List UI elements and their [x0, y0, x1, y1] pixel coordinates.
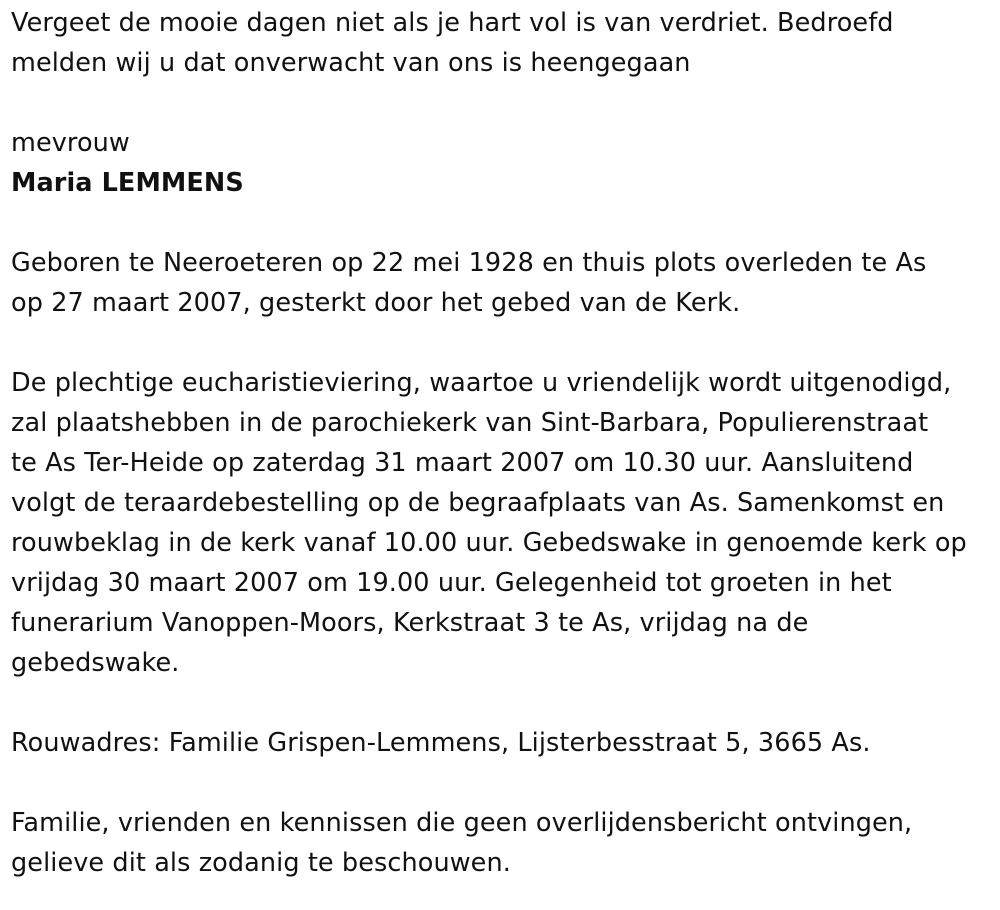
- intro-line: Vergeet de mooie dagen niet als je hart vol is van verdriet. Bedroefd: [11, 8, 894, 38]
- ceremony-line: vrijdag 30 maart 2007 om 19.00 uur. Gelegenheid tot groeten in het: [11, 568, 892, 598]
- ceremony-paragraph: [11, 363, 996, 683]
- deceased-block: [11, 123, 996, 203]
- intro-line: melden wij u dat onverwacht van ons is heengegaan: [11, 48, 691, 78]
- birth-death-line: op 27 maart 2007, gesterkt door het gebed van de Kerk.: [11, 288, 741, 318]
- birth-death-line: Geboren te Neeroeteren op 22 mei 1928 en thuis plots overleden te As: [11, 248, 927, 278]
- mourning-address: Rouwadres: Familie Grispen-Lemmens, Lijsterbesstraat 5, 3665 As.: [11, 728, 871, 758]
- death-notice: [11, 3, 996, 883]
- ceremony-line: gebedswake.: [11, 648, 180, 678]
- closing-line: Familie, vrienden en kennissen die geen overlijdensbericht ontvingen,: [11, 808, 913, 838]
- intro-paragraph: [11, 3, 996, 83]
- ceremony-line: te As Ter-Heide op zaterdag 31 maart 2007 om 10.30 uur. Aansluitend: [11, 448, 914, 478]
- ceremony-line: rouwbeklag in de kerk vanaf 10.00 uur. Gebedswake in genoemde kerk op: [11, 528, 967, 558]
- birth-death-paragraph: [11, 243, 996, 323]
- ceremony-line: De plechtige eucharistieviering, waartoe u vriendelijk wordt uitgenodigd,: [11, 368, 952, 398]
- address-paragraph: [11, 723, 996, 763]
- deceased-title: mevrouw: [11, 128, 130, 158]
- closing-paragraph: [11, 803, 996, 883]
- ceremony-line: volgt de teraardebestelling op de begraafplaats van As. Samenkomst en: [11, 488, 945, 518]
- ceremony-line: funerarium Vanoppen-Moors, Kerkstraat 3 te As, vrijdag na de: [11, 608, 809, 638]
- ceremony-line: zal plaatshebben in de parochiekerk van Sint-Barbara, Populierenstraat: [11, 408, 929, 438]
- closing-line: gelieve dit als zodanig te beschouwen.: [11, 848, 511, 878]
- deceased-name: Maria LEMMENS: [11, 168, 244, 198]
